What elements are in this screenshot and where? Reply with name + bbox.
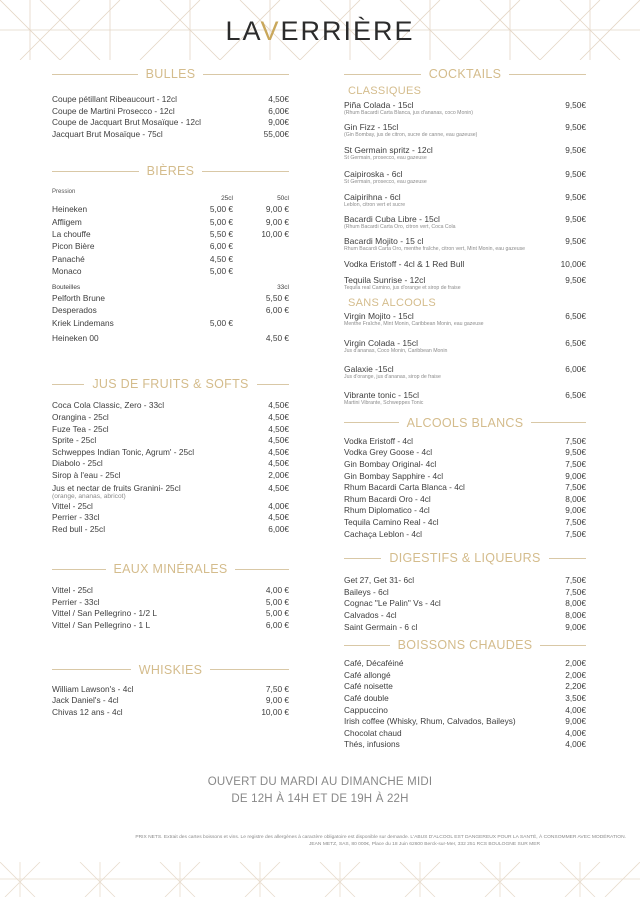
bulles-list: [52, 94, 289, 140]
decorative-pattern-bottom: [0, 862, 640, 897]
jus-list: [52, 400, 289, 535]
sans-alcools-list: [344, 311, 586, 407]
section-title-whiskies: WHISKIES: [52, 660, 289, 680]
cocktail-item: Piña Colada - 15cl (Rhum Bacardi Carta Blanca, jus d'ananas, coco Monin) 9,50€: [344, 100, 586, 116]
section-title-eaux: EAUX MINÉRALES: [52, 559, 289, 579]
beer-item: Monaco 5,00 €: [52, 265, 233, 276]
menu-item: Get 27, Get 31- 6cl 7,50€: [344, 575, 586, 586]
menu-item: Vittel / San Pellegrino - 1 L 6,00 €: [52, 620, 289, 631]
divider: [203, 74, 289, 75]
menu-item: Cognac "Le Palin" Vs - 4cl 8,00€: [344, 598, 586, 609]
menu-item: Vittel / San Pellegrino - 1/2 L 5,00 €: [52, 608, 289, 619]
menu-item: Red bull - 25cl 6,00€: [52, 523, 289, 534]
menu-item: William Lawson's - 4cl 7,50 €: [52, 683, 289, 694]
menu-item: Vittel - 25cl 4,00€: [52, 500, 289, 511]
pression-list: [52, 203, 289, 277]
menu-item: Coupe pétillant Ribeaucourt - 12cl 4,50€: [52, 94, 289, 104]
beer-item: Affligem 5,00 € 9,00 €: [52, 216, 289, 227]
menu-item: Jacquart Brut Mosaïque - 75cl 55,00€: [52, 128, 289, 139]
logo-suffix: ERRIÈRE: [280, 16, 415, 46]
eaux-list: [52, 585, 289, 631]
menu-item: Coca Cola Classic, Zero - 33cl 4,50€: [52, 400, 289, 411]
cocktail-item: Galaxie -15cl Jus d'orange, jus d'ananas, sirop de fraise 6,00€: [344, 364, 586, 381]
beer-item: Kriek Lindemans 5,00 €: [52, 317, 233, 328]
menu-item: Schweppes Indian Tonic, Agrum' - 25cl 4,50€: [52, 446, 289, 457]
cocktail-item: Bacardi Mojito - 15 cl Rhum Bacardi Carta Oro, menthe fraîche, citron vert, Mint Monin, eau gazeuse 9,50€: [344, 236, 586, 253]
cocktail-item: Vodka Eristoff - 4cl & 1 Red Bull 10,00€: [344, 258, 586, 269]
menu-item: Café noisette 2,20€: [344, 681, 586, 692]
alcools-blancs-list: [344, 436, 586, 540]
cocktail-item: Vibrante tonic - 15cl Martini Vibrante, Schweppes Tonic 6,50€: [344, 390, 586, 407]
menu-item: Diabolo - 25cl 4,50€: [52, 458, 289, 469]
menu-item: Sirop à l'eau - 25cl 2,00€: [52, 469, 289, 480]
classiques-list: [344, 100, 586, 291]
beer-item: Heineken 5,00 € 9,00 €: [52, 204, 289, 215]
menu-item: Rhum Bacardi Oro - 4cl 8,00€: [344, 493, 586, 504]
cocktail-item: St Germain spritz - 12cl St Germain, prosecco, eau gazeuse 9,50€: [344, 144, 586, 161]
menu-item: Rhum Bacardi Carta Blanca - 4cl 7,50€: [344, 482, 586, 493]
legal-line-1: PRIX NETS. Extrait des cartes boissons et vins. Le registre des allergènes à caractère obligatoire est disponible sur demande. L'ABUS D'ALCOOL EST DANGEREUX POUR LA SANTÉ, À CONSOMMER AVEC MODÉRATION.: [135, 835, 626, 840]
logo-accent-v: V: [260, 16, 281, 46]
cocktail-item: Virgin Mojito - 15cl Menthe Fraîche, Mint Monin, Caribbean Monin, eau gazeuse 6,50€: [344, 311, 586, 328]
bouteilles-header: Bouteilles 33cl: [52, 284, 289, 292]
menu-item: Sprite - 25cl 4,50€: [52, 435, 289, 446]
section-title-digestifs: DIGESTIFS & LIQUEURS: [344, 548, 586, 568]
right-column: [344, 60, 586, 751]
menu-item: Irish coffee (Whisky, Rhum, Calvados, Baileys) 9,00€: [344, 716, 586, 727]
menu-item: Chivas 12 ans - 4cl 10,00 €: [52, 706, 289, 717]
boissons-chaudes-list: [344, 658, 586, 751]
menu-item: Chocolat chaud 4,00€: [344, 727, 586, 738]
menu-item: Café allongé 2,00€: [344, 669, 586, 680]
menu-item: Tequila Camino Real - 4cl 7,50€: [344, 517, 586, 528]
left-column: [52, 60, 289, 718]
menu-item: Gin Bombay Original- 4cl 7,50€: [344, 459, 586, 470]
opening-hours: [0, 774, 640, 808]
divider: [52, 74, 138, 75]
whiskies-list: [52, 684, 289, 719]
beer-item: Picon Bière 6,00 €: [52, 241, 233, 252]
hours-line-1: OUVERT DU MARDI AU DIMANCHE MIDI: [207, 776, 433, 788]
beer-item: Desperados 6,00 €: [52, 305, 289, 316]
menu-item: Saint Germain - 6 cl 9,00€: [344, 621, 586, 632]
cocktail-item: Caipiroska - 6cl St Germain, prosecco, eau gazeuse 9,50€: [344, 169, 586, 186]
legal-line-2: JEAN METZ, SAS, 80 000€, Place du 18 Juin 62600 Berck-sur-Mer, 332 251 RCS BOULOGNE SUR MER: [308, 842, 540, 847]
menu-item: Gin Bombay Sapphire - 4cl 9,00€: [344, 470, 586, 481]
brand-logo: [0, 16, 640, 47]
menu-item: Rhum Diplomatico - 4cl 9,00€: [344, 505, 586, 516]
menu-item: Jus et nectar de fruits Granini- 25cl 4,50€: [52, 482, 289, 493]
section-title-jus: JUS DE FRUITS & SOFTS: [52, 374, 289, 394]
cocktail-item: Bacardi Cuba Libre - 15cl (Rhum Bacardi Carta Oro, citron vert, Coca Cola 9,50€: [344, 214, 586, 231]
menu-item: Perrier - 33cl 4,50€: [52, 512, 289, 523]
menu-item: Fuze Tea - 25cl 4,50€: [52, 423, 289, 434]
beer-item: Pelforth Brune 5,50 €: [52, 293, 289, 304]
cocktail-item: Virgin Colada - 15cl Jus d'ananas, Coco Monin, Caribbean Monin 6,50€: [344, 337, 586, 354]
section-title-alcools-blancs: ALCOOLS BLANCS: [344, 413, 586, 433]
menu-item: Calvados - 4cl 8,00€: [344, 610, 586, 620]
menu-item: Baileys - 6cl 7,50€: [344, 586, 586, 597]
section-title-cocktails: COCKTAILS: [344, 64, 586, 84]
beer-item: Panaché 4,50 €: [52, 253, 233, 264]
menu-item: Café, Décaféiné 2,00€: [344, 658, 586, 669]
menu-item: Thés, infusions 4,00€: [344, 739, 586, 750]
menu-item: Jack Daniel's - 4cl 9,00 €: [52, 695, 289, 706]
menu-item: Perrier - 33cl 5,00 €: [52, 596, 289, 607]
menu-item: Café double 3,50€: [344, 692, 586, 703]
hours-line-2: DE 12H À 14H ET DE 19H À 22H: [231, 793, 409, 805]
pression-header: 25cl 50cl: [221, 195, 289, 203]
section-title-bulles: BULLES: [52, 64, 289, 84]
bouteilles-list: [52, 292, 289, 344]
cocktail-item: Caipirihna - 6cl Leblon, citron vert et sucre 9,50€: [344, 191, 586, 208]
pression-label: Pression: [52, 189, 76, 196]
menu-item: Vittel - 25cl 4,00 €: [52, 585, 289, 596]
menu-item: Vodka Eristoff - 4cl 7,50€: [344, 435, 586, 446]
section-title-boissons-chaudes: BOISSONS CHAUDES: [344, 635, 586, 655]
geometric-pattern: [0, 862, 640, 897]
logo-prefix: LA: [225, 16, 261, 46]
menu-item: Coupe de Martini Prosecco - 12cl 6,00€: [52, 105, 289, 116]
menu-item: Orangina - 25cl 4,50€: [52, 411, 289, 422]
legal-notice: [20, 834, 626, 848]
cocktail-item: Tequila Sunrise - 12cl Tequila real Camino, jus d'orange et sirop de fraise 9,50€: [344, 274, 586, 291]
menu-item: Vodka Grey Goose - 4cl 9,50€: [344, 447, 586, 458]
cocktail-item: Gin Fizz - 15cl (Gin Bombay, jus de citron, sucre de canne, eau gazeuse) 9,50€: [344, 122, 586, 139]
digestifs-list: [344, 575, 586, 633]
menu-item: Coupe de Jacquart Brut Mosaïque - 12cl 9,00€: [52, 117, 289, 128]
menu-item: Cappuccino 4,00€: [344, 704, 586, 715]
beer-item: La chouffe 5,50 € 10,00 €: [52, 228, 289, 239]
menu-item-note: (orange, ananas, abricot): [52, 492, 126, 500]
section-title-bieres: BIÈRES: [52, 161, 289, 181]
menu-item: Cachaça Leblon - 4cl 7,50€: [344, 528, 586, 539]
subtitle-sans-alcools: SANS ALCOOLS: [348, 297, 436, 310]
subtitle-classiques: CLASSIQUES: [348, 85, 422, 97]
beer-item: Heineken 00 4,50 €: [52, 333, 289, 344]
